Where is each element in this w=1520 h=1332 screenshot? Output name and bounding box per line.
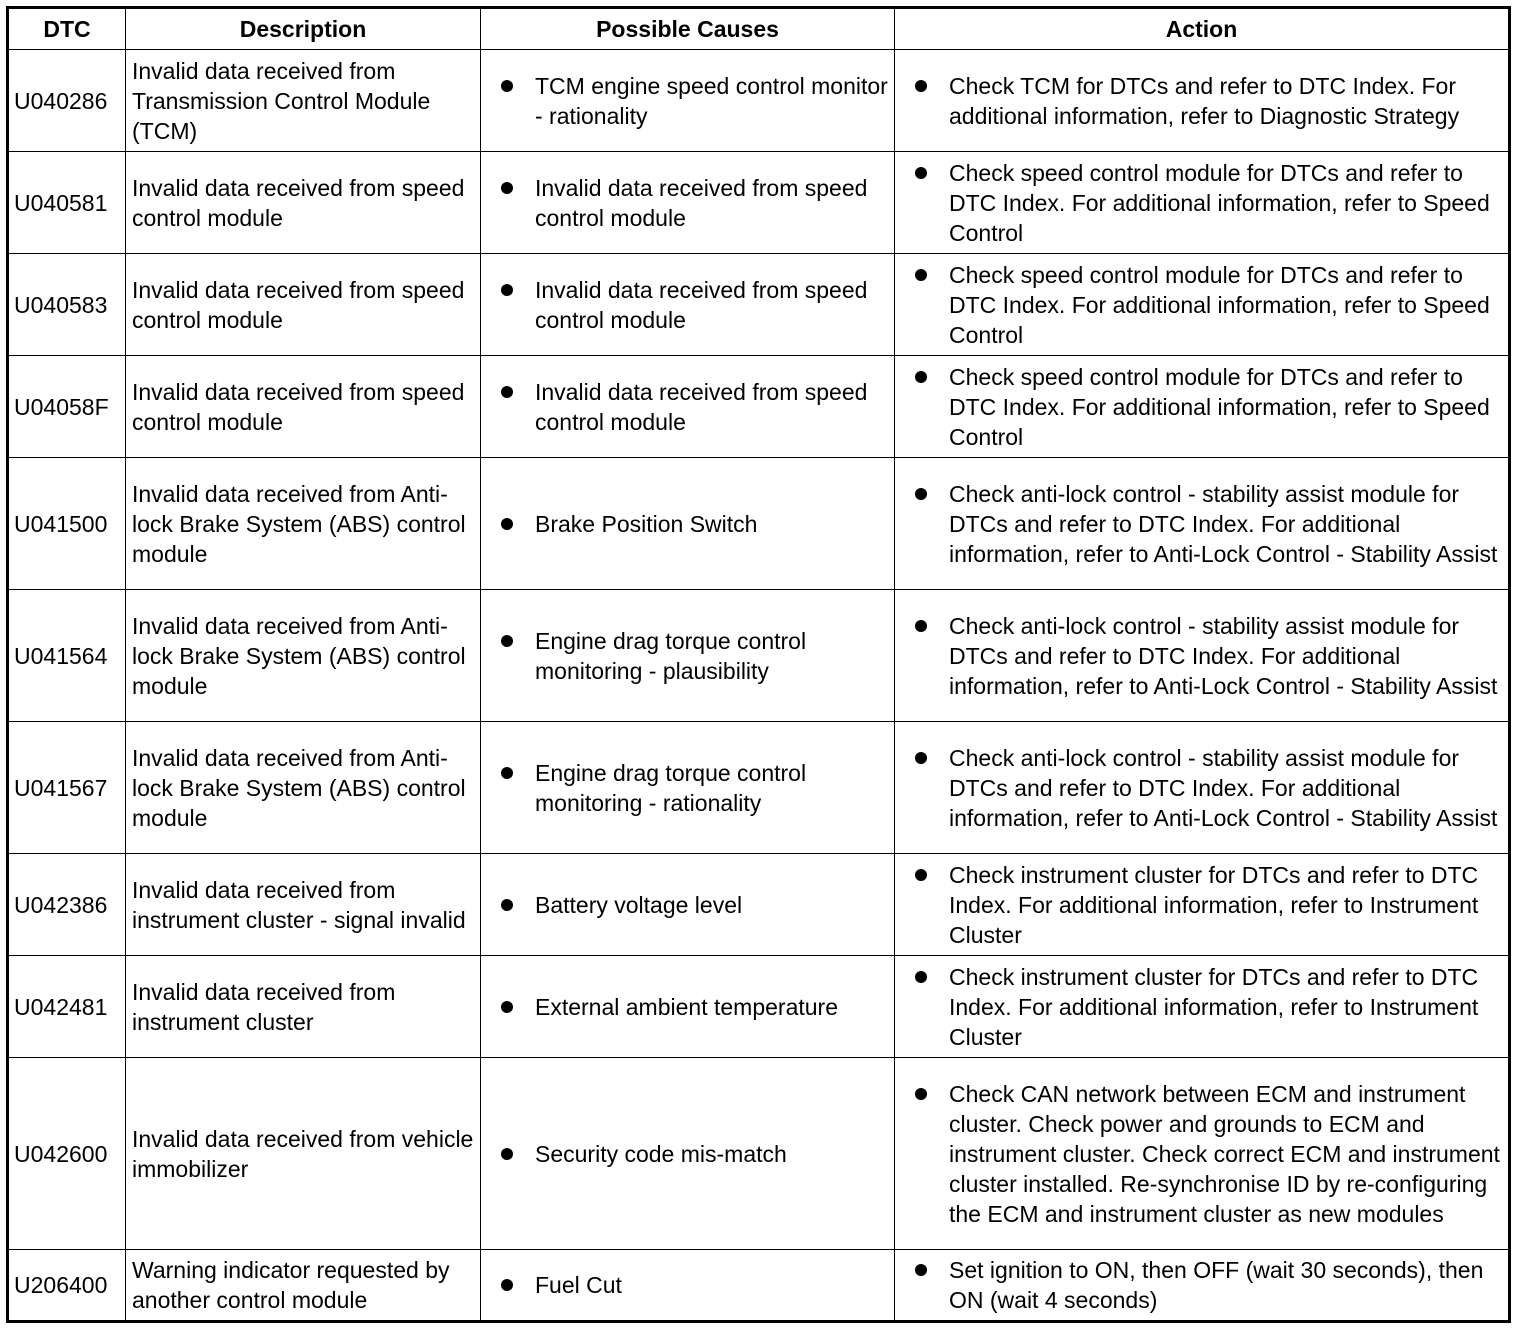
dtc-description: Invalid data received from Transmission Control Module (TCM)	[126, 50, 481, 152]
action-cell	[895, 1058, 1510, 1250]
action-cell	[895, 254, 1510, 356]
action-cell	[895, 590, 1510, 722]
action-cell	[895, 50, 1510, 152]
action-cell	[895, 1250, 1510, 1322]
bullet-icon	[501, 899, 513, 911]
header-possible-causes: Possible Causes	[481, 8, 895, 50]
possible-cause-text: Fuel Cut	[535, 1272, 622, 1298]
table-row	[8, 254, 1510, 356]
dtc-description: Invalid data received from Anti-lock Brake System (ABS) control module	[126, 722, 481, 854]
bullet-icon	[915, 620, 927, 632]
action-cell	[895, 854, 1510, 956]
action-cell	[895, 356, 1510, 458]
table-row	[8, 50, 1510, 152]
possible-cause-text: TCM engine speed control monitor - rationality	[535, 72, 888, 129]
bullet-icon	[915, 869, 927, 881]
bullet-icon	[501, 386, 513, 398]
dtc-code: U206400	[8, 1250, 126, 1322]
action-text: Check instrument cluster for DTCs and refer to DTC Index. For additional information, refer to Instrument Cluster	[949, 963, 1479, 1050]
possible-cause-text: Battery voltage level	[535, 891, 743, 918]
dtc-code: U042481	[8, 956, 126, 1058]
possible-cause-cell	[481, 1058, 895, 1250]
possible-cause-text: Brake Position Switch	[535, 510, 758, 537]
possible-cause-text: External ambient temperature	[535, 993, 838, 1020]
action-text: Set ignition to ON, then OFF (wait 30 seconds), then ON (wait 4 seconds)	[949, 1257, 1484, 1313]
possible-cause-cell	[481, 356, 895, 458]
possible-cause-text: Invalid data received from speed control module	[535, 174, 868, 231]
dtc-description: Invalid data received from Anti-lock Brake System (ABS) control module	[126, 590, 481, 722]
possible-cause-text: Engine drag torque control monitoring - rationality	[535, 759, 807, 816]
table-row	[8, 590, 1510, 722]
possible-cause-text: Invalid data received from speed control module	[535, 276, 868, 333]
bullet-icon	[915, 371, 927, 383]
action-cell	[895, 458, 1510, 590]
action-text: Check CAN network between ECM and instrument cluster. Check power and grounds to ECM and instrument cluster. Check correct ECM and instrument cluster installed. Re-synchronise ID by re-configuring the ECM and instrument cluster as new modules	[949, 1080, 1500, 1227]
possible-cause-cell	[481, 152, 895, 254]
bullet-icon	[915, 80, 927, 92]
bullet-icon	[501, 80, 513, 92]
action-cell	[895, 722, 1510, 854]
action-text: Check anti-lock control - stability assist module for DTCs and refer to DTC Index. For additional information, refer to Anti-Lock Control - Stability Assist	[949, 744, 1498, 831]
bullet-icon	[501, 1279, 513, 1291]
bullet-icon	[501, 1001, 513, 1013]
dtc-code: U042600	[8, 1058, 126, 1250]
dtc-code: U041564	[8, 590, 126, 722]
header-row	[8, 8, 1510, 50]
bullet-icon	[915, 971, 927, 983]
bullet-icon	[501, 518, 513, 530]
action-text: Check anti-lock control - stability assist module for DTCs and refer to DTC Index. For additional information, refer to Anti-Lock Control - Stability Assist	[949, 480, 1498, 567]
header-action: Action	[895, 8, 1510, 50]
table-row	[8, 458, 1510, 590]
possible-cause-text: Engine drag torque control monitoring - plausibility	[535, 627, 807, 684]
bullet-icon	[915, 167, 927, 179]
action-cell	[895, 152, 1510, 254]
dtc-description: Invalid data received from speed control module	[126, 152, 481, 254]
action-text: Check TCM for DTCs and refer to DTC Index. For additional information, refer to Diagnostic Strategy	[949, 72, 1460, 129]
possible-cause-cell	[481, 956, 895, 1058]
possible-cause-cell	[481, 1250, 895, 1322]
bullet-icon	[501, 284, 513, 296]
table-row	[8, 722, 1510, 854]
dtc-description: Invalid data received from vehicle immobilizer	[126, 1058, 481, 1250]
possible-cause-text: Invalid data received from speed control module	[535, 378, 868, 435]
possible-cause-cell	[481, 50, 895, 152]
action-text: Check speed control module for DTCs and refer to DTC Index. For additional information, refer to Speed Control	[949, 159, 1490, 246]
table-row	[8, 356, 1510, 458]
dtc-code: U041567	[8, 722, 126, 854]
action-text: Check instrument cluster for DTCs and refer to DTC Index. For additional information, refer to Instrument Cluster	[949, 861, 1479, 948]
dtc-description: Invalid data received from speed control module	[126, 254, 481, 356]
dtc-description: Invalid data received from instrument cluster - signal invalid	[126, 854, 481, 956]
bullet-icon	[501, 635, 513, 647]
dtc-description: Invalid data received from Anti-lock Brake System (ABS) control module	[126, 458, 481, 590]
dtc-code: U041500	[8, 458, 126, 590]
possible-cause-cell	[481, 722, 895, 854]
bullet-icon	[501, 182, 513, 194]
bullet-icon	[915, 1264, 927, 1276]
header-dtc: DTC	[8, 8, 126, 50]
table-row	[8, 1058, 1510, 1250]
table-body	[8, 50, 1510, 1322]
dtc-description: Invalid data received from instrument cluster	[126, 956, 481, 1058]
bullet-icon	[915, 269, 927, 281]
header-description: Description	[126, 8, 481, 50]
dtc-code: U040583	[8, 254, 126, 356]
action-cell	[895, 956, 1510, 1058]
possible-cause-cell	[481, 854, 895, 956]
table-row	[8, 956, 1510, 1058]
dtc-description: Invalid data received from speed control module	[126, 356, 481, 458]
action-text: Check anti-lock control - stability assist module for DTCs and refer to DTC Index. For additional information, refer to Anti-Lock Control - Stability Assist	[949, 612, 1498, 699]
possible-cause-cell	[481, 458, 895, 590]
possible-cause-text: Security code mis-match	[535, 1140, 787, 1167]
bullet-icon	[501, 1148, 513, 1160]
action-text: Check speed control module for DTCs and refer to DTC Index. For additional information, refer to Speed Control	[949, 261, 1490, 348]
bullet-icon	[501, 767, 513, 779]
dtc-code: U040286	[8, 50, 126, 152]
action-text: Check speed control module for DTCs and refer to DTC Index. For additional information, refer to Speed Control	[949, 363, 1490, 450]
bullet-icon	[915, 752, 927, 764]
table-row	[8, 152, 1510, 254]
bullet-icon	[915, 488, 927, 500]
table-row	[8, 854, 1510, 956]
table-row	[8, 1250, 1510, 1322]
dtc-code: U042386	[8, 854, 126, 956]
dtc-table	[6, 6, 1511, 1323]
dtc-code: U04058F	[8, 356, 126, 458]
dtc-code: U040581	[8, 152, 126, 254]
bullet-icon	[915, 1088, 927, 1100]
possible-cause-cell	[481, 590, 895, 722]
dtc-description: Warning indicator requested by another control module	[126, 1250, 481, 1322]
possible-cause-cell	[481, 254, 895, 356]
